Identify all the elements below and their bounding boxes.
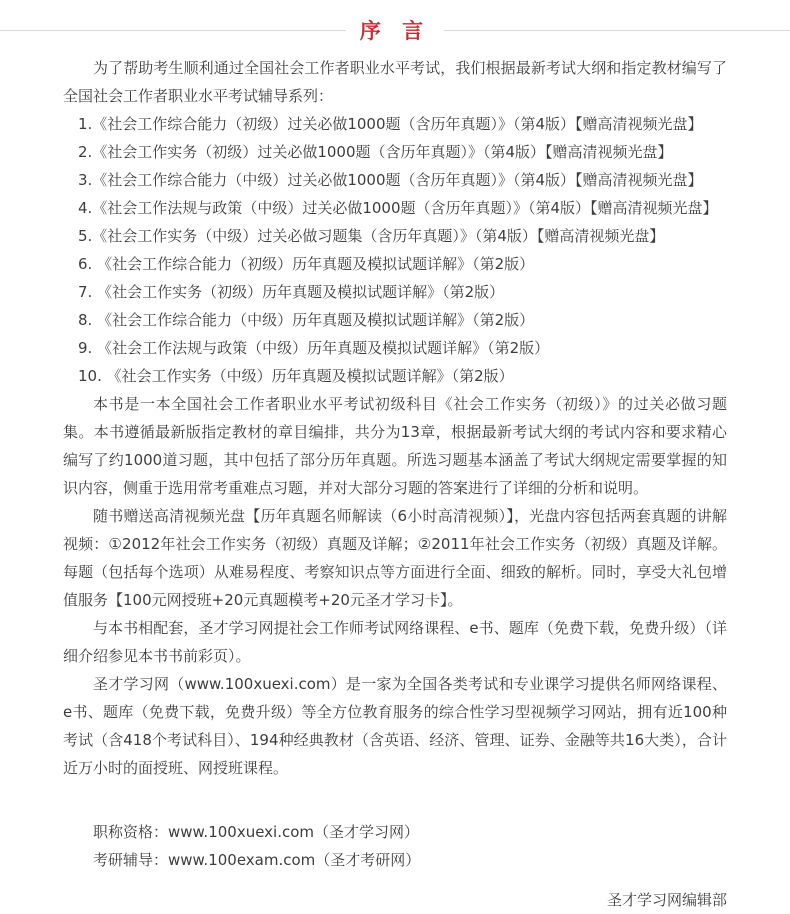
list-item: 4.《社会工作法规与政策（中级）过关必做1000题（含历年真题）》（第4版）【赠高清视频光盘】 [78,199,718,217]
list-item: 5.《社会工作实务（中级）过关必做习题集（含历年真题）》（第4版）【赠高清视频光盘】 [78,227,665,245]
intro-paragraph: 为了帮助考生顺利通过全国社会工作者职业水平考试，我们根据最新考试大纲和指定教材编写了全国社会工作者职业水平考试辅导系列： [63,59,727,105]
list-item: 2.《社会工作实务（初级）过关必做1000题（含历年真题）》（第4版）【赠高清视频光盘】 [78,143,673,161]
page-header [0,18,790,42]
contact-line-kaoyan: 考研辅导：www.100exam.com（圣才考研网） [93,851,421,869]
book-series-list [63,110,727,390]
contact-line-zhicheng: 职称资格：www.100xuexi.com（圣才学习网） [93,823,420,841]
body-paragraph: 圣才学习网（www.100xuexi.com）是一家为全国各类考试和专业课学习提供名师网络课程、e书、题库（免费下载，免费升级）等全方位教育服务的综合性学习型视频学习网站，拥有近100种考试（含418个考试科目）、194种经典教材（含英语、经济、管理、证券、金融等共16大类），合计近万小时的面授班、网授班课程。 [63,675,727,777]
body-paragraph: 本书是一本全国社会工作者职业水平考试初级科目《社会工作实务（初级）》的过关必做习题集。本书遵循最新版指定教材的章目编排，共分为13章，根据最新考试大纲的考试内容和要求精心编写了约1000道习题，其中包括了部分历年真题。所选习题基本涵盖了考试大纲规定需要掌握的知识内容，侧重于选用常考重难点习题，并对大部分习题的答案进行了详细的分析和说明。 [63,395,727,497]
list-item: 8. 《社会工作综合能力（中级）历年真题及模拟试题详解》（第2版） [78,311,535,329]
list-item: 10. 《社会工作实务（中级）历年真题及模拟试题详解》（第2版） [78,367,514,385]
preface-content [63,54,727,914]
body-paragraph: 随书赠送高清视频光盘【历年真题名师解读（6小时高清视频）】，光盘内容包括两套真题的讲解视频：①2012年社会工作实务（初级）真题及详解；②2011年社会工作实务（初级）真题及详解。每题（包括每个选项）从难易程度、考察知识点等方面进行全面、细致的解析。同时，享受大礼包增值服务【100元网授班+20元真题模考+20元圣才学习卡】。 [63,507,727,609]
list-item: 7. 《社会工作实务（初级）历年真题及模拟试题详解》（第2版） [78,283,505,301]
list-item: 6. 《社会工作综合能力（初级）历年真题及模拟试题详解》（第2版） [78,255,535,273]
list-item: 9. 《社会工作法规与政策（中级）历年真题及模拟试题详解》（第2版） [78,339,550,357]
contact-block [63,818,727,874]
body-paragraph: 与本书相配套，圣才学习网提社会工作师考试网络课程、e书、题库（免费下载，免费升级）（详细介绍参见本书书前彩页）。 [63,619,727,665]
editor-signature: 圣才学习网编辑部 [606,891,727,909]
page-title: 序 言 [359,19,431,43]
title-rule-right [444,30,790,31]
list-item: 3.《社会工作综合能力（中级）过关必做1000题（含历年真题）》（第4版）【赠高清视频光盘】 [78,171,703,189]
list-item: 1.《社会工作综合能力（初级）过关必做1000题（含历年真题）》（第4版）【赠高清视频光盘】 [78,115,703,133]
title-rule-left [0,30,346,31]
